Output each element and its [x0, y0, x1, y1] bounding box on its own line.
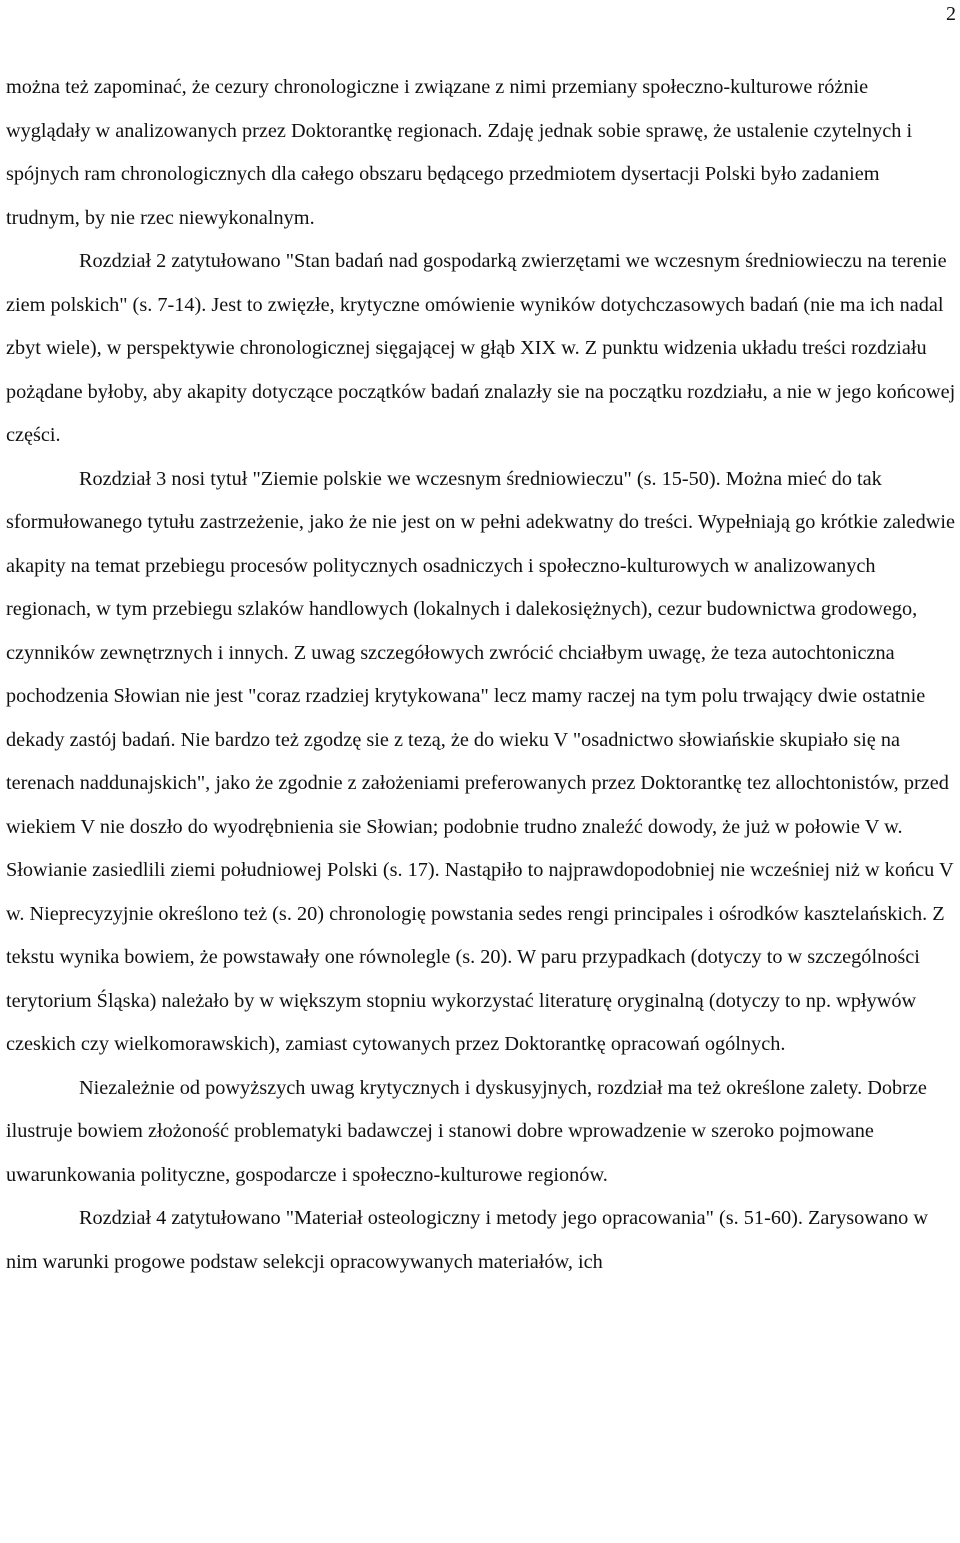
paragraph-merits: Niezależnie od powyższych uwag krytycznych i dyskusyjnych, rozdział ma też określone zalety. Dobrze ilustruje bowiem złożoność problematyki badawczej i stanowi dobre wprowadzenie w szeroko pojmowane uwarunkowania polityczne, gospodarcze i społeczno-kulturowe regionów.: [6, 1076, 927, 1186]
paragraph-continuation: można też zapominać, że cezury chronologiczne i związane z nimi przemiany społeczno-kulturowe różnie wyglądały w analizowanych przez Doktorantkę regionach. Zdaję jednak sobie sprawę, że ustalenie czytelnych i spójnych ram chronologicznych dla całego obszaru będącego przedmiotem dysertacji Polski było zadaniem trudnym, by nie rzec niewykonalnym.: [6, 76, 913, 229]
document-body: [6, 66, 956, 1284]
paragraph-chapter-3: Rozdział 3 nosi tytuł "Ziemie polskie we wczesnym średniowieczu" (s. 15-50). Można mieć do tak sformułowanego tytułu zastrzeżenie, jako że nie jest on w pełni adekwatny do treści. Wypełniają go krótkie zaledwie akapity na temat przebiegu procesów politycznych osadniczych i społeczno-kulturowych w analizowanych regionach, w tym przebiegu szlaków handlowych (lokalnych i dalekosiężnych), cezur budownictwa grodowego, czynników zewnętrznych i innych. Z uwag szczegółowych zwrócić chciałbym uwagę, że teza autochtoniczna pochodzenia Słowian nie jest "coraz rzadziej krytykowana" lecz mamy raczej na tym polu trwający dwie ostatnie dekady zastój badań. Nie bardzo też zgodzę sie z tezą, że do wieku V "osadnictwo słowiańskie skupiało się na terenach naddunajskich", jako że zgodnie z założeniami preferowanych przez Doktorantkę tez allochtonistów, przed wiekiem V nie doszło do wyodrębnienia sie Słowian; podobnie trudno znaleźć dowody, że już w połowie V w. Słowianie zasiedlili ziemi południowej Polski (s. 17). Nastąpiło to najprawdopodobniej nie wcześniej niż w końcu V w. Nieprecyzyjnie określono też (s. 20) chronologię powstania sedes rengi principales i ośrodków kasztelańskich. Z tekstu wynika bowiem, że powstawały one równolegle (s. 20). W paru przypadkach (dotyczy to w szczególności terytorium Śląska) należało by w większym stopniu wykorzystać literaturę oryginalną (dotyczy to np. wpływów czeskich czy wielkomorawskich), zamiast cytowanych przez Doktorantkę opracowań ogólnych.: [6, 467, 956, 1055]
page-number: 2: [946, 3, 956, 25]
paragraph-chapter-2: Rozdział 2 zatytułowano "Stan badań nad gospodarką zwierzętami we wczesnym średniowieczu na terenie ziem polskich" (s. 7-14). Jest to zwięzłe, krytyczne omówienie wyników dotychczasowych badań (nie ma ich nadal zbyt wiele), w perspektywie chronologicznej sięgającej w głąb XIX w. Z punktu widzenia układu treści rozdziału pożądane byłoby, aby akapity dotyczące początków badań znalazły sie na początku rozdziału, a nie w jego końcowej części.: [6, 250, 956, 446]
paragraph-chapter-4: Rozdział 4 zatytułowano "Materiał osteologiczny i metody jego opracowania" (s. 51-60). Zarysowano w nim warunki progowe podstaw selekcji opracowywanych materiałów, ich: [6, 1207, 928, 1273]
